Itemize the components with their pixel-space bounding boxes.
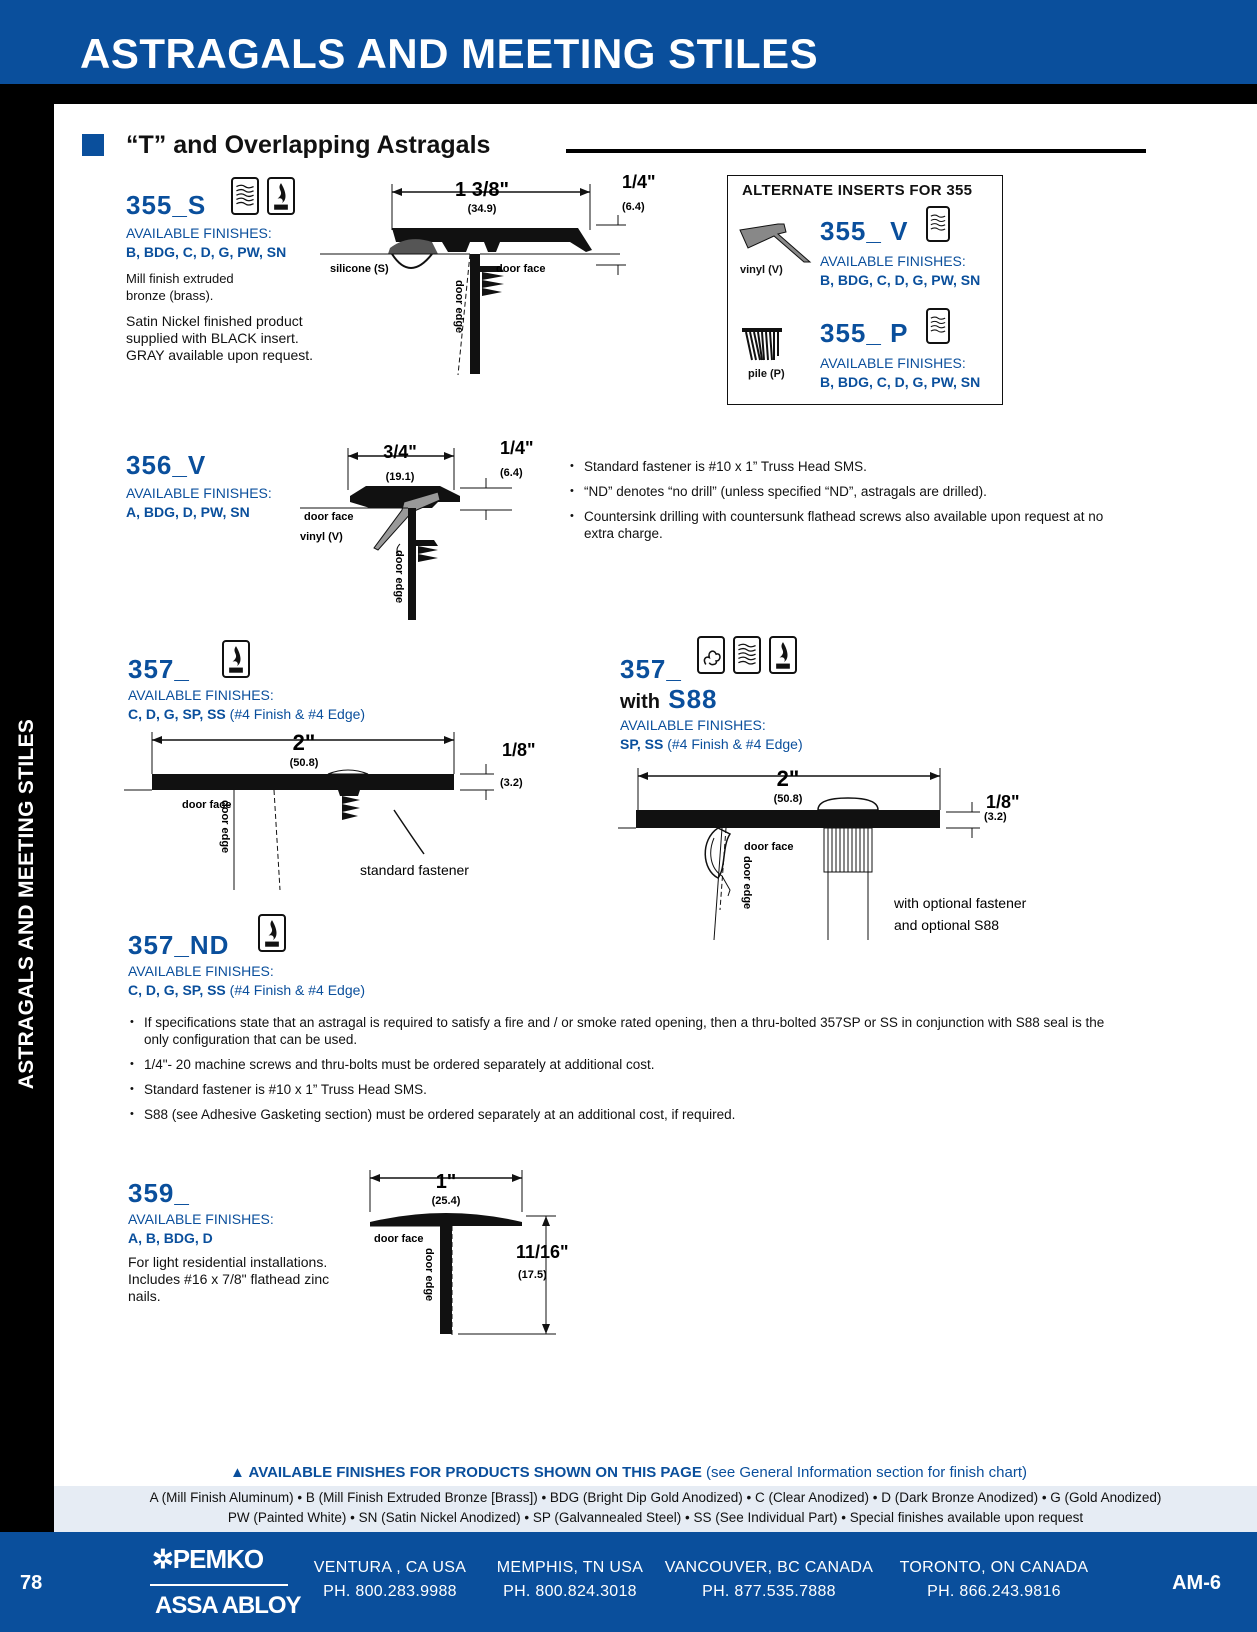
product-355s-finishes [126, 224, 286, 262]
product-355s-name: 355_S [126, 190, 207, 220]
avail-label: AVAILABLE FINISHES: [128, 963, 274, 979]
finish-note: (#4 Finish & #4 Edge) [667, 736, 803, 752]
label-door-edge: door edge [741, 856, 753, 910]
list-item: • S88 (see Adhesive Gasketing section) must be ordered separately at an additional cost, if required. [126, 1106, 1126, 1123]
label-silicone: silicone (S) [330, 263, 389, 275]
page-title: ASTRAGALS AND MEETING STILES [80, 30, 819, 77]
label-optional-fastener: with optional fastener [894, 895, 1027, 911]
assa-abloy-logo: ASSA ABLOY [155, 1592, 301, 1619]
avail-label: AVAILABLE FINISHES: [128, 1211, 274, 1227]
pemko-logo-text: PEMKO [172, 1544, 264, 1574]
finishes-legend-note: (see General Information section for finish chart) [706, 1464, 1027, 1481]
alt-355p-name: 355_ P [820, 318, 909, 348]
triangle-icon: ▲ [230, 1464, 245, 1481]
dim-355-height-mm: (6.4) [622, 201, 645, 213]
label-vinyl: vinyl (V) [300, 531, 343, 543]
fire-rating-icon [222, 640, 250, 678]
dim-355-width-mm: (34.9) [467, 203, 497, 215]
list-item: • “ND” denotes “no drill” (unless specified “ND”, astragals are drilled). [566, 483, 1106, 500]
vinyl-insert-label: vinyl (V) [740, 264, 783, 276]
location-vancouver [664, 1556, 874, 1604]
location-city: TORONTO, ON CANADA [899, 1559, 1089, 1576]
list-item: • Standard fastener is #10 x 1” Truss Head SMS. [126, 1081, 1126, 1098]
finishes-legend-title [0, 1464, 1257, 1481]
fire-rating-icon [267, 177, 295, 215]
label-door-face: door face [374, 1233, 424, 1245]
location-toronto [894, 1556, 1094, 1604]
avail-label: AVAILABLE FINISHES: [126, 485, 272, 501]
section-title: “T” and Overlapping Astragals [126, 131, 491, 159]
dim-356-height-mm: (6.4) [500, 467, 523, 479]
product-359-name: 359_ [128, 1178, 190, 1208]
product-359-note: For light residential installations. Includes #16 x 7/8" flathead zinc nails. [128, 1254, 330, 1304]
alternate-inserts-box [727, 175, 1003, 405]
header-rule [0, 84, 1257, 104]
location-phone: PH. 800.824.3018 [503, 1583, 637, 1600]
finish-codes: A, BDG, D, PW, SN [126, 504, 250, 520]
page-footer [0, 1532, 1257, 1632]
page-header [0, 0, 1257, 84]
product-357s88-finishes [620, 716, 803, 754]
finish-codes: B, BDG, C, D, G, PW, SN [126, 244, 287, 260]
label-door-face: door face [496, 263, 546, 275]
dim-359-width-mm: (25.4) [431, 1195, 461, 1207]
product-357s88-subname [620, 684, 718, 715]
dim-359-height: 11/16" [516, 1242, 569, 1262]
location-ventura [310, 1556, 470, 1604]
dim-355-height: 1/4" [622, 172, 656, 192]
avail-label: AVAILABLE FINISHES: [620, 717, 766, 733]
dim-357s88-width-mm: (50.8) [773, 793, 803, 805]
label-optional-s88: and optional S88 [894, 917, 1000, 933]
dim-359-width: 1" [435, 1171, 457, 1193]
finishes-legend-line2: PW (Painted White) • SN (Satin Nickel Anodized) • SP (Galvannealed Steel) • SS (See Individual Part) • Special finishes available upon request [227, 1510, 1084, 1525]
diagram-356 [300, 440, 540, 620]
pile-insert-drawing [738, 326, 798, 366]
seal-icon [926, 206, 950, 242]
section-page-code: AM-6 [1172, 1572, 1221, 1594]
sidebar-label: ASTRAGALS AND MEETING STILES [15, 718, 38, 1090]
alt-355v-name: 355_ V [820, 216, 909, 246]
product-355s-note2: Satin Nickel finished product supplied with BLACK insert. GRAY available upon request. [126, 313, 314, 363]
seal-icon [231, 177, 259, 215]
product-356v-finishes [126, 484, 272, 522]
pile-insert-label: pile (P) [748, 368, 785, 380]
section-rule [566, 149, 1146, 153]
product-355s-note1: Mill finish extruded bronze (brass). [126, 271, 234, 303]
pemko-logo-icon: ✲ [152, 1544, 173, 1574]
dim-357-width: 2" [292, 730, 316, 755]
dim-357s88-width: 2" [776, 766, 800, 791]
bullets-356 [566, 458, 1106, 550]
label-door-face: door face [304, 511, 354, 523]
list-item: • 1/4"- 20 machine screws and thru-bolts must be ordered separately at additional cost. [126, 1056, 1126, 1073]
finish-codes: B, BDG, C, D, G, PW, SN [820, 272, 981, 288]
finishes-legend-line1: A (Mill Finish Aluminum) • B (Mill Finish Extruded Bronze [Brass]) • BDG (Bright Dip Gold Anodized) • C (Clear Anodized) • D (Dark Bronze Anodized) • G (Gold Anodized) [149, 1490, 1162, 1505]
location-phone: PH. 866.243.9816 [927, 1583, 1061, 1600]
avail-label: AVAILABLE FINISHES: [126, 225, 272, 241]
label-door-face: door face [182, 799, 232, 811]
dim-359-height-mm: (17.5) [518, 1269, 547, 1281]
label-door-face: door face [744, 841, 794, 853]
product-357s88-name: 357_ [620, 654, 682, 684]
avail-label: AVAILABLE FINISHES: [128, 687, 274, 703]
label-standard-fastener: standard fastener [360, 862, 469, 878]
location-phone: PH. 800.283.9988 [323, 1583, 457, 1600]
bullets-357 [126, 1014, 1126, 1131]
alt-355v-finishes [820, 252, 980, 290]
finishes-legend-heading-text: AVAILABLE FINISHES FOR PRODUCTS SHOWN ON THIS PAGE [248, 1464, 702, 1481]
dim-356-height: 1/4" [500, 438, 534, 458]
dim-357s88-height: 1/8" [986, 792, 1020, 812]
list-item: • Standard fastener is #10 x 1” Truss Head SMS. [566, 458, 1106, 475]
finish-codes: SP, SS [620, 736, 664, 752]
finish-codes: A, B, BDG, D [128, 1230, 213, 1246]
dim-355-width: 1 3/8" [455, 179, 509, 201]
avail-label: AVAILABLE FINISHES: [820, 253, 966, 269]
section-marker [82, 134, 104, 156]
fire-rating-icon [258, 914, 286, 952]
fire-rating-icon [769, 636, 797, 674]
page-number: 78 [20, 1572, 43, 1594]
seal-icon [926, 308, 950, 344]
dim-356-width-mm: (19.1) [385, 471, 415, 483]
s88-label: S88 [668, 684, 718, 714]
finish-note: (#4 Finish & #4 Edge) [229, 706, 366, 722]
product-357nd-finishes [128, 962, 365, 1000]
finish-codes: B, BDG, C, D, G, PW, SN [820, 374, 981, 390]
list-item: • Countersink drilling with countersunk flathead screws also available upon request at no extra charge. [566, 508, 1106, 542]
logo-divider [150, 1584, 288, 1586]
product-357-finishes [128, 686, 365, 724]
seal-icon [733, 636, 761, 674]
list-item: • If specifications state that an astragal is required to satisfy a fire and / or smoke rated opening, then a thru-bolted 357SP or SS in conjunction with S88 seal is the only configuration that can be used. [126, 1014, 1126, 1048]
sidebar [0, 104, 54, 1532]
finish-codes: C, D, G, SP, SS [128, 982, 226, 998]
label-door-edge: door edge [423, 1248, 435, 1302]
product-359-finishes [128, 1210, 274, 1248]
label-door-edge: door edge [219, 800, 231, 854]
smoke-icon [697, 636, 725, 674]
product-356v-name: 356_V [126, 450, 207, 480]
product-357nd-name: 357_ND [128, 930, 230, 960]
dim-357-width-mm: (50.8) [289, 757, 319, 769]
with-label: with [620, 691, 660, 713]
label-door-edge: door edge [453, 280, 465, 334]
location-phone: PH. 877.535.7888 [702, 1583, 836, 1600]
location-city: VENTURA , CA USA [313, 1559, 467, 1576]
label-door-edge: door edge [393, 550, 405, 604]
finish-note: (#4 Finish & #4 Edge) [229, 982, 366, 998]
diagram-357 [124, 730, 544, 890]
alt-355p-finishes [820, 354, 980, 392]
diagram-357-s88 [618, 760, 1038, 940]
product-357-name: 357_ [128, 654, 190, 684]
diagram-359 [370, 1168, 590, 1338]
location-city: MEMPHIS, TN USA [496, 1559, 644, 1576]
finishes-legend-heading [230, 1464, 702, 1481]
dim-357-height: 1/8" [502, 740, 536, 760]
pemko-logo [152, 1544, 263, 1575]
finish-codes: C, D, G, SP, SS [128, 706, 226, 722]
diagram-355 [320, 170, 680, 380]
location-memphis [490, 1556, 650, 1604]
dim-357-height-mm: (3.2) [500, 777, 523, 789]
dim-357s88-height-mm: (3.2) [984, 811, 1007, 823]
avail-label: AVAILABLE FINISHES: [820, 355, 966, 371]
location-city: VANCOUVER, BC CANADA [664, 1559, 874, 1576]
dim-356-width: 3/4" [383, 442, 417, 462]
alt-inserts-title: ALTERNATE INSERTS FOR 355 [742, 182, 973, 199]
